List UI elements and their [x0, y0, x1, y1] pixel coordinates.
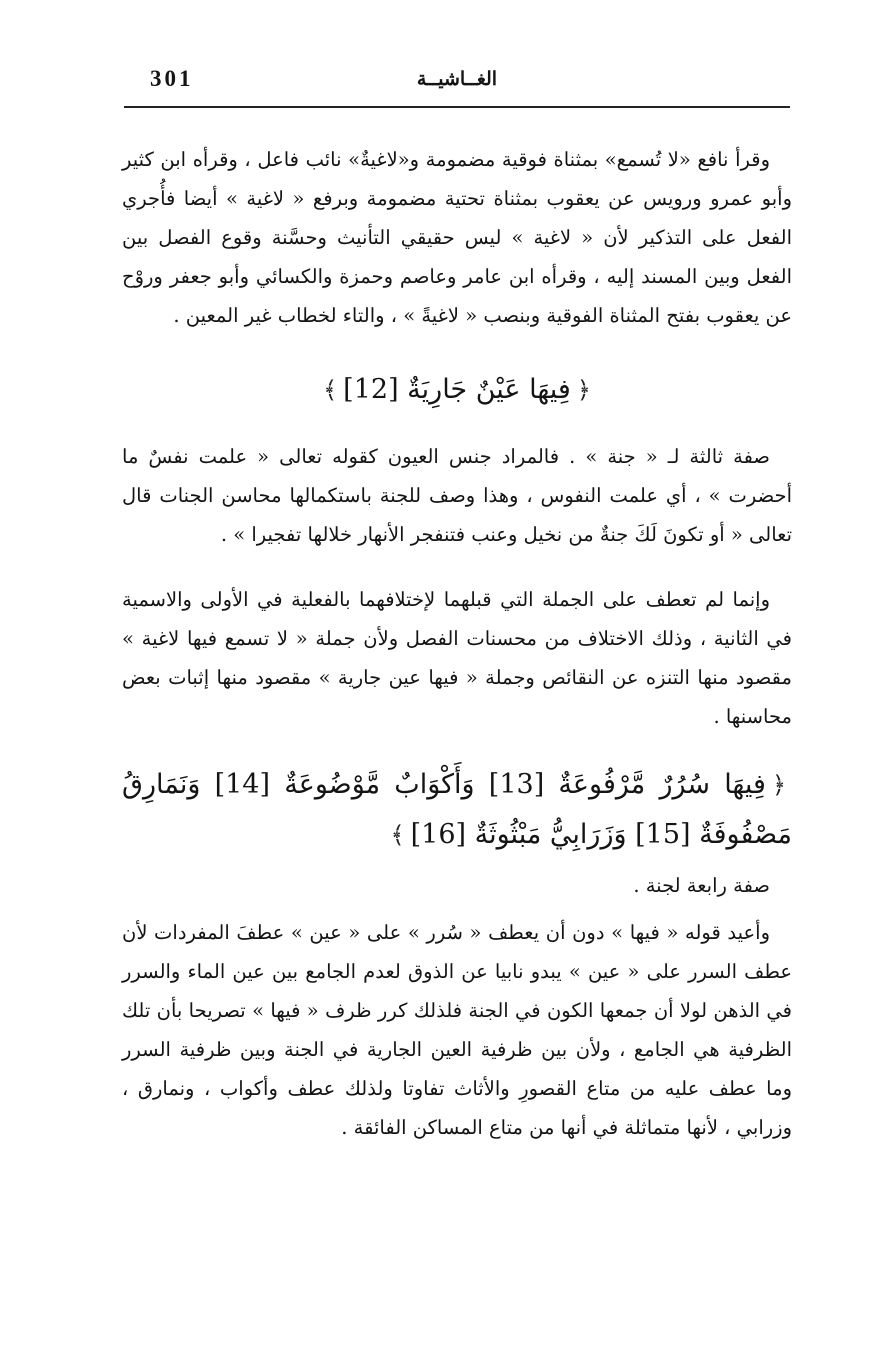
verse-open-ornament: ﴿ — [576, 376, 591, 404]
verse-close-ornament: ﴾ — [390, 821, 405, 849]
quran-verse-12 — [122, 365, 792, 415]
verse-text: فِيهَا عَيْنٌ جَارِيَةٌ [12] — [343, 374, 571, 405]
running-title: الغــاشيــة — [416, 68, 498, 90]
page-number: 301 — [150, 66, 194, 91]
paragraph-third-attribute: صفة ثالثة لـ « جنة » . فالمراد جنس العيون كقوله تعالى « علمت نفسٌ ما أحضرت » ، أي علمت النفوس ، وهذا وصف للجنة باستكمالها محاسن الجنات قال تعالى « أو تكونَ لَكَ جنةٌ من نخيل وعنب فتنفجر الأنهار خلالها تفجيرا » . — [122, 445, 792, 546]
verse-text: فِيهَا سُرُرٌ مَّرْفُوعَةٌ [13] وَأَكْوَابٌ مَّوْضُوعَةٌ [14] وَنَمَارِقُ مَصْفُوفَةٌ [15] وَزَرَابِيُّ مَبْثُوثَةٌ [16] — [122, 769, 792, 850]
paragraph-repetition: وأعيد قوله « فيها » دون أن يعطف « سُرر » على « عين » عطفَ المفردات لأن عطف السرر على « عين » يبدو نابيا عن الذوق لعدم الجامع بين عين الماء والسرر في الذهن لولا أن جمعها الكون في الجنة فلذلك كرر ظرف « فيها » تصريحا بأن تلك الظرفية هي الجامع ، ولأن بين ظرفية العين الجارية في الجنة وبين ظرفية السرر وما عطف عليه من متاع القصورِ والأثاث تفاوتا ولذلك عطف وأكواب ، ونمارق ، وزرابي ، لأنها متماثلة في أنها من متاع المساكن الفائقة . — [122, 921, 792, 1139]
paragraph-qiraat: وقرأ نافع «لا تُسمع» بمثناة فوقية مضمومة و«لاغيةٌ» نائب فاعل ، وقرأه ابن كثير وأبو عمرو ورويس عن يعقوب بمثناة تحتية مضمومة وبرفع « لاغية » أيضا فأُجري الفعل على التذكير لأن « لاغية » ليس حقيقي التأنيث وحسَّنة وقوع الفصل بين الفعل وبين المسند إليه ، وقرأه ابن عامر وعاصم وحمزة والكسائي وأبو جعفر وروْح عن يعقوب بفتح المثناة الفوقية وبنصب « لاغيةً » ، والتاء لخطاب غير المعين . — [122, 148, 792, 327]
paragraph-fourth-attribute: صفة رابعة لجنة . — [633, 874, 770, 897]
verse-close-ornament: ﴾ — [323, 376, 338, 404]
paragraph-conjunction: وإنما لم تعطف على الجملة التي قبلهما لإختلافهما بالفعلية في الأولى والاسمية في الثانية ، وذلك الاختلاف من محسنات الفصل ولأن جملة « لا تسمع فيها لاغية » مقصود منها التنزه عن النقائص وجملة « فيها عين جارية » مقصود منها إثبات بعض محاسنها . — [122, 588, 792, 728]
quran-verse-13-16 — [122, 760, 792, 860]
page-header — [124, 62, 790, 108]
verse-open-ornament: ﴿ — [771, 771, 786, 799]
page-body — [122, 140, 792, 1147]
